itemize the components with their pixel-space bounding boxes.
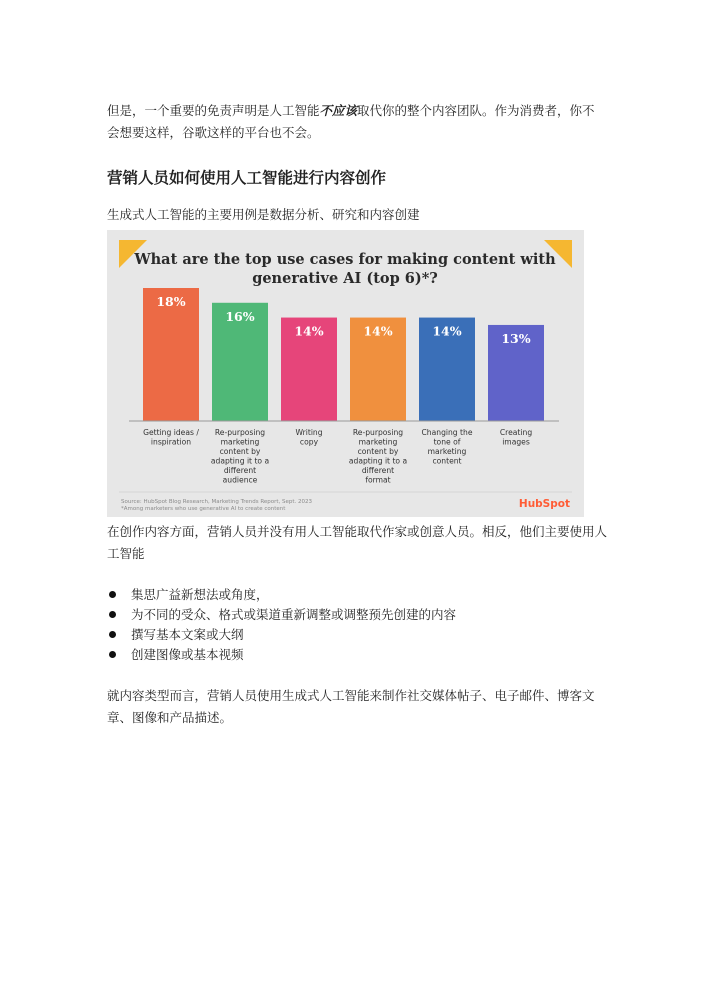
value-label-2: 14% [294, 323, 324, 339]
source-line2: *Among marketers who use generative AI to create content [121, 506, 286, 512]
bullet-dot-icon [109, 651, 116, 658]
document-body [107, 100, 607, 729]
category-label-3-4: different [361, 466, 395, 475]
category-label-1-0: Re-purposing [214, 428, 266, 437]
intro-emphasis: 不应该 [319, 103, 358, 118]
category-label-1-2: content by [219, 447, 261, 456]
category-label-1-5: audience [222, 475, 258, 485]
category-label-4-1: tone of [433, 437, 461, 447]
bullet-dot-icon [109, 631, 116, 638]
category-label-5-1: images [502, 437, 530, 447]
list-item: 为不同的受众、格式或渠道重新调整或调整预先创建的内容 [107, 605, 607, 625]
closing-paragraph: 就内容类型而言，营销人员使用生成式人工智能来制作社交媒体帖子、电子邮件、博客文章、图像和产品描述。 [107, 688, 595, 725]
section-heading: 营销人员如何使用人工智能进行内容创作 [107, 169, 387, 187]
list-item: 集思广益新想法或角度， [107, 585, 607, 605]
category-label-3-5: format [365, 475, 391, 485]
category-label-1-4: different [223, 466, 257, 475]
source-line1: Source: HubSpot Blog Research, Marketing Trends Report, Sept. 2023 [121, 499, 313, 505]
value-label-4: 14% [432, 323, 462, 339]
category-label-3-3: adapting it to a [348, 456, 408, 466]
intro-paragraph [107, 100, 607, 144]
category-label-1-3: adapting it to a [210, 456, 270, 466]
bullet-dot-icon [109, 591, 116, 598]
category-label-3-1: marketing [358, 437, 398, 447]
list-item: 创建图像或基本视频 [107, 645, 607, 665]
category-label-4-2: marketing [427, 447, 467, 456]
category-label-3-2: content by [357, 447, 399, 456]
category-label-1-1: marketing [220, 437, 260, 447]
bullet-list [107, 585, 607, 665]
hubspot-logo: HubSpot [518, 498, 570, 510]
chart-title-line2: generative AI (top 6)*? [252, 270, 438, 287]
chart-figure [107, 230, 584, 517]
category-label-0-0: Getting ideas / [143, 428, 199, 437]
category-label-2-0: Writing [295, 428, 323, 437]
category-label-2-1: copy [299, 437, 319, 447]
chart-title-line1: What are the top use cases for making content with [134, 251, 556, 268]
intro-text-1: 但是，一个重要的免责声明是人工智能 [107, 103, 320, 118]
category-label-4-3: content [432, 456, 462, 466]
bar-chart [107, 230, 584, 517]
value-label-1: 16% [225, 308, 255, 324]
intro-text-2: 取代你的整个内容团队。作为消费者，你不会想要这样，谷歌这样的平台也不会。 [107, 103, 595, 140]
value-label-3: 14% [363, 323, 393, 339]
after-figure-paragraph: 在创作内容方面，营销人员并没有用人工智能取代作家或创意人员。相反，他们主要使用人工智能 [107, 524, 608, 561]
category-label-3-0: Re-purposing [352, 428, 404, 437]
figure-caption: 生成式人工智能的主要用例是数据分析、研究和内容创建 [107, 207, 420, 222]
value-label-0: 18% [156, 294, 186, 309]
bullet-dot-icon [109, 611, 116, 618]
value-label-5: 13% [501, 330, 531, 346]
category-label-0-1: inspiration [150, 437, 192, 447]
list-item: 撰写基本文案或大纲 [107, 625, 607, 645]
category-label-5-0: Creating [499, 428, 533, 437]
category-label-4-0: Changing the [421, 428, 473, 437]
